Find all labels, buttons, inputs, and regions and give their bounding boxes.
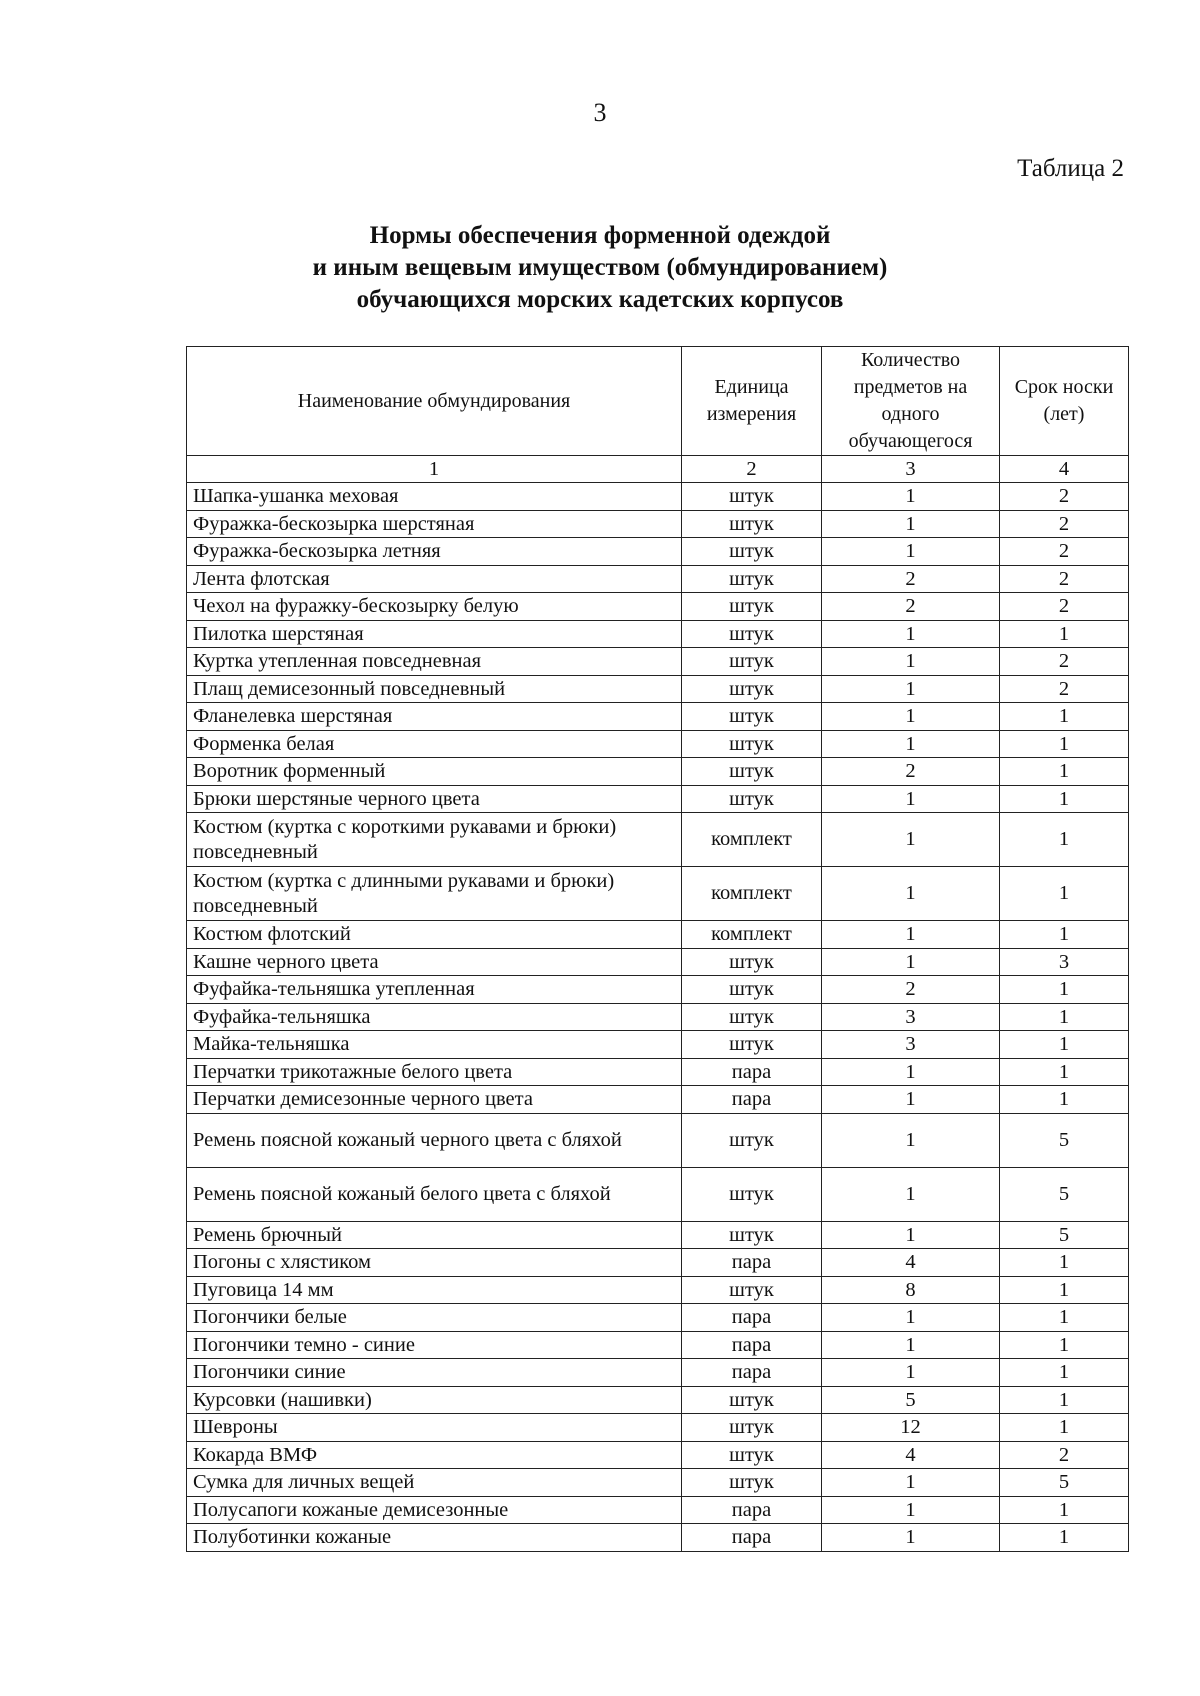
- unit-cell: штук: [682, 976, 822, 1004]
- unit-cell: штук: [682, 785, 822, 813]
- unit-cell: пара: [682, 1496, 822, 1524]
- quantity-cell: 1: [822, 1359, 1000, 1387]
- quantity-cell: 1: [822, 948, 1000, 976]
- item-name-cell: Кашне черного цвета: [187, 948, 682, 976]
- item-name-cell: Куртка утепленная повседневная: [187, 648, 682, 676]
- unit-cell: штук: [682, 730, 822, 758]
- term-cell: 1: [1000, 1058, 1129, 1086]
- table-header: [187, 347, 1129, 483]
- term-cell: 1: [1000, 1414, 1129, 1442]
- quantity-cell: 1: [822, 1304, 1000, 1332]
- unit-cell: комплект: [682, 813, 822, 867]
- table-row: [187, 1386, 1129, 1414]
- header-term: Срок носки (лет): [1000, 347, 1129, 456]
- column-number: 2: [682, 456, 822, 483]
- title-line-1: Нормы обеспечения форменной одеждой: [369, 222, 831, 249]
- term-cell: 1: [1000, 730, 1129, 758]
- unit-cell: штук: [682, 675, 822, 703]
- quantity-cell: 1: [822, 1086, 1000, 1114]
- unit-cell: штук: [682, 510, 822, 538]
- term-cell: 1: [1000, 1031, 1129, 1059]
- item-name-cell: Полусапоги кожаные демисезонные: [187, 1496, 682, 1524]
- item-name-cell: Ремень поясной кожаный черного цвета с бляхой: [187, 1113, 682, 1167]
- table-row: [187, 921, 1129, 949]
- quantity-cell: 2: [822, 593, 1000, 621]
- quantity-cell: 1: [822, 921, 1000, 949]
- quantity-cell: 2: [822, 565, 1000, 593]
- unit-cell: штук: [682, 1003, 822, 1031]
- term-cell: 1: [1000, 703, 1129, 731]
- item-name-cell: Ремень брючный: [187, 1221, 682, 1249]
- column-number: 3: [822, 456, 1000, 483]
- term-cell: 1: [1000, 1276, 1129, 1304]
- table-row: [187, 1276, 1129, 1304]
- quantity-cell: 1: [822, 1221, 1000, 1249]
- item-name-cell: Перчатки демисезонные черного цвета: [187, 1086, 682, 1114]
- table-row: [187, 1469, 1129, 1497]
- unit-cell: пара: [682, 1249, 822, 1277]
- unit-cell: пара: [682, 1058, 822, 1086]
- table-row: [187, 565, 1129, 593]
- term-cell: 2: [1000, 538, 1129, 566]
- unit-cell: пара: [682, 1524, 822, 1552]
- unit-cell: штук: [682, 1167, 822, 1221]
- quantity-cell: 1: [822, 620, 1000, 648]
- term-cell: 2: [1000, 593, 1129, 621]
- quantity-cell: 12: [822, 1414, 1000, 1442]
- header-unit: Единица измерения: [682, 347, 822, 456]
- term-cell: 1: [1000, 1386, 1129, 1414]
- table-row: [187, 1524, 1129, 1552]
- item-name-cell: Фуражка-бескозырка шерстяная: [187, 510, 682, 538]
- table-row: [187, 1221, 1129, 1249]
- term-cell: 1: [1000, 758, 1129, 786]
- title-line-3: обучающихся морских кадетских корпусов: [356, 286, 844, 313]
- table-row: [187, 758, 1129, 786]
- table-body: [187, 483, 1129, 1552]
- item-name-cell: Костюм (куртка с длинными рукавами и брюки) повседневный: [187, 867, 682, 921]
- unit-cell: штук: [682, 565, 822, 593]
- item-name-cell: Погончики темно - синие: [187, 1331, 682, 1359]
- unit-cell: штук: [682, 1221, 822, 1249]
- item-name-cell: Костюм флотский: [187, 921, 682, 949]
- table-row: [187, 1496, 1129, 1524]
- unit-cell: штук: [682, 620, 822, 648]
- table-row: [187, 1249, 1129, 1277]
- table-row: [187, 730, 1129, 758]
- table-row: [187, 785, 1129, 813]
- quantity-cell: 3: [822, 1031, 1000, 1059]
- item-name-cell: Майка-тельняшка: [187, 1031, 682, 1059]
- term-cell: 1: [1000, 1331, 1129, 1359]
- term-cell: 2: [1000, 565, 1129, 593]
- item-name-cell: Чехол на фуражку-бескозырку белую: [187, 593, 682, 621]
- quantity-cell: 3: [822, 1003, 1000, 1031]
- table-row: [187, 675, 1129, 703]
- table-row: [187, 1058, 1129, 1086]
- table-row: [187, 483, 1129, 511]
- table-row: [187, 593, 1129, 621]
- term-cell: 3: [1000, 948, 1129, 976]
- unit-cell: пара: [682, 1304, 822, 1332]
- quantity-cell: 1: [822, 867, 1000, 921]
- term-cell: 1: [1000, 813, 1129, 867]
- item-name-cell: Шапка-ушанка меховая: [187, 483, 682, 511]
- term-cell: 2: [1000, 675, 1129, 703]
- term-cell: 2: [1000, 483, 1129, 511]
- unit-cell: штук: [682, 1276, 822, 1304]
- quantity-cell: 1: [822, 538, 1000, 566]
- item-name-cell: Фланелевка шерстяная: [187, 703, 682, 731]
- item-name-cell: Костюм (куртка с короткими рукавами и брюки) повседневный: [187, 813, 682, 867]
- item-name-cell: Курсовки (нашивки): [187, 1386, 682, 1414]
- item-name-cell: Полуботинки кожаные: [187, 1524, 682, 1552]
- term-cell: 1: [1000, 921, 1129, 949]
- term-cell: 1: [1000, 1359, 1129, 1387]
- quantity-cell: 1: [822, 675, 1000, 703]
- quantity-cell: 1: [822, 1167, 1000, 1221]
- table-label: Таблица 2: [1017, 155, 1124, 182]
- table-row: [187, 1031, 1129, 1059]
- item-name-cell: Фуфайка-тельняшка утепленная: [187, 976, 682, 1004]
- unit-cell: комплект: [682, 867, 822, 921]
- item-name-cell: Фуражка-бескозырка летняя: [187, 538, 682, 566]
- item-name-cell: Перчатки трикотажные белого цвета: [187, 1058, 682, 1086]
- term-cell: 1: [1000, 1003, 1129, 1031]
- item-name-cell: Погончики синие: [187, 1359, 682, 1387]
- table-row: [187, 1331, 1129, 1359]
- quantity-cell: 2: [822, 758, 1000, 786]
- term-cell: 5: [1000, 1221, 1129, 1249]
- quantity-cell: 1: [822, 703, 1000, 731]
- table-row: [187, 620, 1129, 648]
- unit-cell: штук: [682, 1441, 822, 1469]
- norms-table: [186, 346, 1129, 1552]
- item-name-cell: Погоны с хлястиком: [187, 1249, 682, 1277]
- item-name-cell: Плащ демисезонный повседневный: [187, 675, 682, 703]
- quantity-cell: 1: [822, 1469, 1000, 1497]
- unit-cell: пара: [682, 1331, 822, 1359]
- item-name-cell: Сумка для личных вещей: [187, 1469, 682, 1497]
- table-row: [187, 1167, 1129, 1221]
- quantity-cell: 1: [822, 483, 1000, 511]
- quantity-cell: 8: [822, 1276, 1000, 1304]
- term-cell: 1: [1000, 1496, 1129, 1524]
- term-cell: 5: [1000, 1167, 1129, 1221]
- unit-cell: штук: [682, 648, 822, 676]
- item-name-cell: Фуфайка-тельняшка: [187, 1003, 682, 1031]
- term-cell: 1: [1000, 785, 1129, 813]
- quantity-cell: 4: [822, 1441, 1000, 1469]
- quantity-cell: 1: [822, 1331, 1000, 1359]
- table-row: [187, 948, 1129, 976]
- quantity-cell: 1: [822, 730, 1000, 758]
- table-row: [187, 538, 1129, 566]
- term-cell: 1: [1000, 867, 1129, 921]
- table-row: [187, 703, 1129, 731]
- item-name-cell: Брюки шерстяные черного цвета: [187, 785, 682, 813]
- unit-cell: штук: [682, 1414, 822, 1442]
- term-cell: 2: [1000, 1441, 1129, 1469]
- unit-cell: пара: [682, 1086, 822, 1114]
- quantity-cell: 1: [822, 1496, 1000, 1524]
- term-cell: 5: [1000, 1113, 1129, 1167]
- unit-cell: штук: [682, 758, 822, 786]
- table-row: [187, 976, 1129, 1004]
- item-name-cell: Пилотка шерстяная: [187, 620, 682, 648]
- unit-cell: штук: [682, 948, 822, 976]
- table-row: [187, 1359, 1129, 1387]
- table-row: [187, 648, 1129, 676]
- column-number: 4: [1000, 456, 1129, 483]
- table-row: [187, 813, 1129, 867]
- quantity-cell: 4: [822, 1249, 1000, 1277]
- unit-cell: штук: [682, 483, 822, 511]
- header-name: Наименование обмундирования: [187, 347, 682, 456]
- unit-cell: штук: [682, 1386, 822, 1414]
- term-cell: 1: [1000, 1304, 1129, 1332]
- term-cell: 5: [1000, 1469, 1129, 1497]
- quantity-cell: 1: [822, 813, 1000, 867]
- unit-cell: пара: [682, 1359, 822, 1387]
- item-name-cell: Лента флотская: [187, 565, 682, 593]
- unit-cell: штук: [682, 703, 822, 731]
- table-row: [187, 1003, 1129, 1031]
- column-number: 1: [187, 456, 682, 483]
- unit-cell: штук: [682, 538, 822, 566]
- table-row: [187, 867, 1129, 921]
- quantity-cell: 1: [822, 785, 1000, 813]
- quantity-cell: 1: [822, 1113, 1000, 1167]
- quantity-cell: 1: [822, 510, 1000, 538]
- quantity-cell: 1: [822, 1524, 1000, 1552]
- unit-cell: комплект: [682, 921, 822, 949]
- page-number: 3: [593, 98, 607, 127]
- quantity-cell: 1: [822, 648, 1000, 676]
- item-name-cell: Шевроны: [187, 1414, 682, 1442]
- header-quantity: Количество предметов на одного обучающегося: [822, 347, 1000, 456]
- unit-cell: штук: [682, 1031, 822, 1059]
- table-row: [187, 510, 1129, 538]
- document-title: [0, 220, 1200, 316]
- quantity-cell: 5: [822, 1386, 1000, 1414]
- unit-cell: штук: [682, 593, 822, 621]
- table-row: [187, 1441, 1129, 1469]
- table-row: [187, 1086, 1129, 1114]
- quantity-cell: 2: [822, 976, 1000, 1004]
- title-line-2: и иным вещевым имуществом (обмундированием): [312, 254, 888, 281]
- term-cell: 1: [1000, 1524, 1129, 1552]
- item-name-cell: Ремень поясной кожаный белого цвета с бляхой: [187, 1167, 682, 1221]
- table-row: [187, 1113, 1129, 1167]
- table-row: [187, 1414, 1129, 1442]
- term-cell: 2: [1000, 510, 1129, 538]
- term-cell: 1: [1000, 1086, 1129, 1114]
- item-name-cell: Форменка белая: [187, 730, 682, 758]
- term-cell: 2: [1000, 648, 1129, 676]
- item-name-cell: Пуговица 14 мм: [187, 1276, 682, 1304]
- term-cell: 1: [1000, 1249, 1129, 1277]
- item-name-cell: Воротник форменный: [187, 758, 682, 786]
- unit-cell: штук: [682, 1469, 822, 1497]
- term-cell: 1: [1000, 976, 1129, 1004]
- item-name-cell: Погончики белые: [187, 1304, 682, 1332]
- table-row: [187, 1304, 1129, 1332]
- unit-cell: штук: [682, 1113, 822, 1167]
- quantity-cell: 1: [822, 1058, 1000, 1086]
- item-name-cell: Кокарда ВМФ: [187, 1441, 682, 1469]
- term-cell: 1: [1000, 620, 1129, 648]
